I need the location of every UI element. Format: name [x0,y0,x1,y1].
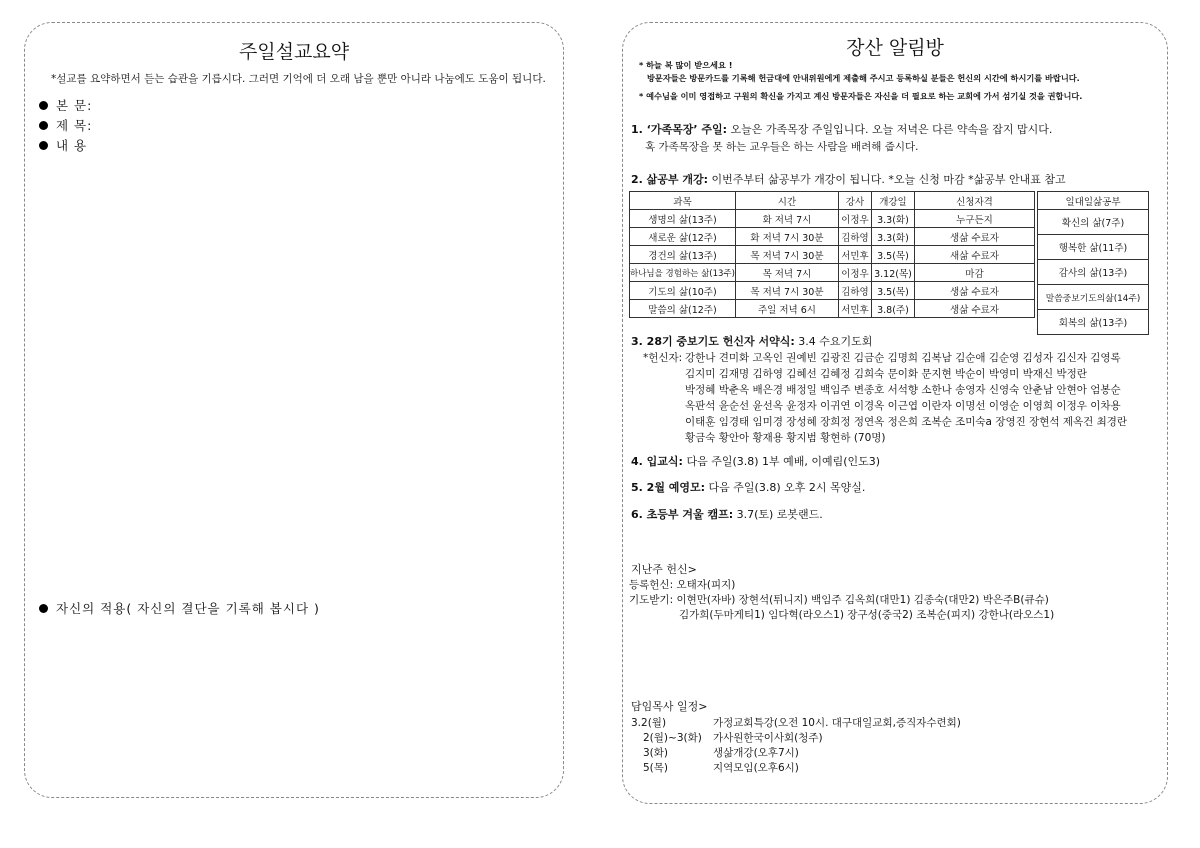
table-cell: 3.5(목) [871,246,914,264]
schedule-date: 5(목) [643,762,669,774]
table-cell: 생삶 수료자 [914,228,1034,246]
table-cell: 말씀중보기도의삶(14주) [1038,285,1149,310]
table-cell: 생명의 삶(13주) [630,210,736,228]
table-cell: 누구든지 [914,210,1034,228]
table-header-cell: 강사 [838,192,871,210]
bullet-content: 내 용 [39,136,87,154]
schedule-event: 지역모임(오후6시) [713,762,799,774]
schedule-event: 가정교회특강(오전 10시. 대구대일교회,증직자수련회) [713,717,961,729]
table-cell: 서민후 [838,300,871,318]
table-cell: 말씀의 삶(12주) [630,300,736,318]
section-life-study: 2. 삶공부 개강: 이번주부터 삶공부가 개강이 됩니다. *오늘 신청 마감 *삶공부 안내표 참고 [631,173,1066,186]
table-row [1038,235,1149,260]
table-cell: 이정우 [838,210,871,228]
table-cell: 화 저녁 7시 30분 [735,228,838,246]
sermon-summary-panel [24,22,564,798]
table-cell: 행복한 삶(11주) [1038,235,1149,260]
sermon-summary-note: *설교를 요약하면서 듣는 습관을 기릅시다. 그러면 기억에 더 오래 남을 뿐만 아니라 나눔에도 도움이 됩니다. [51,73,546,85]
table-row [630,246,1035,264]
prayer-line-1: 기도받기: 이현만(자바) 장현석(튀니지) 백임주 김옥희(대만1) 김종숙(대만2) 박은주B(큐슈) [629,594,1049,606]
visitor-notice-2: * 예수님을 이미 영접하고 구원의 확신을 가지고 계신 방문자들은 자신을 더 필요로 하는 교회에 가서 섬기실 것을 권합니다. [639,91,1083,101]
table-row [630,300,1035,318]
visitor-notice-1b: 방문자들은 방문카드를 기록해 헌금대에 안내위원에게 제출해 주시고 등록하실 분들은 헌신의 시간에 하시기를 바랍니다. [647,73,1080,83]
schedule-event: 가사원한국이사회(청주) [713,732,823,744]
table-cell: 경건의 삶(13주) [630,246,736,264]
table-header-cell: 일대일삶공부 [1038,192,1149,210]
table-cell: 화 저녁 7시 [735,210,838,228]
section-confirmation: 4. 입교식: 다음 주일(3.8) 1부 예배, 이예림(인도3) [631,455,881,468]
life-study-table [629,191,1035,318]
church-notice-panel [622,22,1168,804]
table-cell: 감사의 삶(13주) [1038,260,1149,285]
sermon-summary-title: 주일설교요약 [238,41,350,63]
table-cell: 서민후 [838,246,871,264]
last-week-title: 지난주 헌신> [631,563,697,576]
table-row [1038,285,1149,310]
section-february-meeting: 5. 2월 예영모: 다음 주일(3.8) 오후 2시 목양실. [631,481,866,494]
intercession-names-3: 박정혜 박춘옥 배은경 배정일 백임주 변종호 서석향 소한나 송영자 신영숙 안춘남 안현아 엄봉순 [685,384,1121,396]
bullet-dot-icon [39,101,48,110]
table-cell: 3.5(목) [871,282,914,300]
intercession-label: *헌신자: [643,352,683,364]
bullet-application: 자신의 적용( 자신의 결단을 기록해 봅시다 ) [39,599,320,617]
bullet-dot-icon [39,604,48,613]
table-header-cell: 시간 [735,192,838,210]
table-cell: 새로운 삶(12주) [630,228,736,246]
intercession-names-6: 황금숙 황안아 황재용 황지범 황현하 (70명) [685,432,886,444]
table-cell: 회복의 삶(13주) [1038,310,1149,335]
schedule-event: 생삶개강(오후7시) [713,747,799,759]
schedule-date: 2(월)~3(화) [643,732,702,744]
table-cell: 김하영 [838,282,871,300]
bullet-dot-icon [39,141,48,150]
table-cell: 확신의 삶(7주) [1038,210,1149,235]
table-row [1038,260,1149,285]
table-cell: 이정우 [838,264,871,282]
table-cell: 새삶 수료자 [914,246,1034,264]
table-header-row [630,192,1035,210]
intercession-names-5: 이태훈 임경태 임미경 장성혜 장희정 정연옥 정은희 조복순 조미숙a 장영진 장현석 제옥건 최경란 [685,416,1128,428]
table-cell: 3.3(화) [871,228,914,246]
registration-line: 등록헌신: 오태자(피지) [629,579,736,591]
notice-title: 장산 알림방 [846,37,944,59]
table-cell: 주일 저녁 6시 [735,300,838,318]
table-cell: 기도의 삶(10주) [630,282,736,300]
schedule-date: 3(화) [643,747,669,759]
table-row [630,228,1035,246]
intercession-names-1: 강한나 견미화 고옥인 권예빈 김광진 김금순 김명희 김복남 김순애 김순영 김성자 김신자 김영록 [685,352,1121,364]
table-cell: 3.12(목) [871,264,914,282]
bullet-scripture: 본 문: [39,96,92,114]
table-row [630,264,1035,282]
intercession-names-2: 김지미 김재명 김하영 김혜선 김혜정 김희숙 문이화 문지현 박순이 박영미 박재신 박정란 [685,368,1087,380]
bullet-title: 제 목: [39,116,92,134]
table-cell: 3.3(화) [871,210,914,228]
table-header-row [1038,192,1149,210]
table-cell: 목 저녁 7시 [735,264,838,282]
table-cell: 하나님을 경험하는 삶(13주) [630,264,736,282]
visitor-notice-1a: * 하늘 복 많이 받으세요 ! [639,60,733,70]
section-intercession: 3. 28기 중보기도 헌신자 서약식: 3.4 수요기도회 [631,335,873,348]
table-cell: 목 저녁 7시 30분 [735,282,838,300]
bullet-dot-icon [39,121,48,130]
table-cell: 생삶 수료자 [914,282,1034,300]
table-row [1038,210,1149,235]
prayer-line-2: 김가희(두마게티1) 임다혁(라오스1) 장구성(중국2) 조복순(피지) 강한나(라오스1) [679,609,1055,621]
table-header-cell: 과목 [630,192,736,210]
section-winter-camp: 6. 초등부 겨울 캠프: 3.7(토) 로봇랜드. [631,508,823,521]
intercession-names-4: 옥판석 윤순선 윤선옥 윤정자 이귀연 이경옥 이근엽 이란자 이명선 이영순 이영희 이정우 이차용 [685,400,1121,412]
schedule-date: 3.2(월) [631,717,667,729]
table-cell: 목 저녁 7시 30분 [735,246,838,264]
table-row [1038,310,1149,335]
section-family-cell-line2: 혹 가족목장을 못 하는 교우들은 하는 사람을 배려해 줍시다. [645,141,919,153]
table-cell: 마감 [914,264,1034,282]
one-on-one-table [1037,191,1149,335]
table-cell: 김하영 [838,228,871,246]
table-row [630,210,1035,228]
table-cell: 생삶 수료자 [914,300,1034,318]
schedule-title: 담임목사 일정> [631,700,708,713]
table-header-cell: 신청자격 [914,192,1034,210]
section-family-cell: 1. ‘가족목장’ 주일: 오늘은 가족목장 주일입니다. 오늘 저녁은 다른 약속을 잡지 맙시다. [631,123,1053,136]
table-row [630,282,1035,300]
table-cell: 3.8(주) [871,300,914,318]
table-header-cell: 개강일 [871,192,914,210]
